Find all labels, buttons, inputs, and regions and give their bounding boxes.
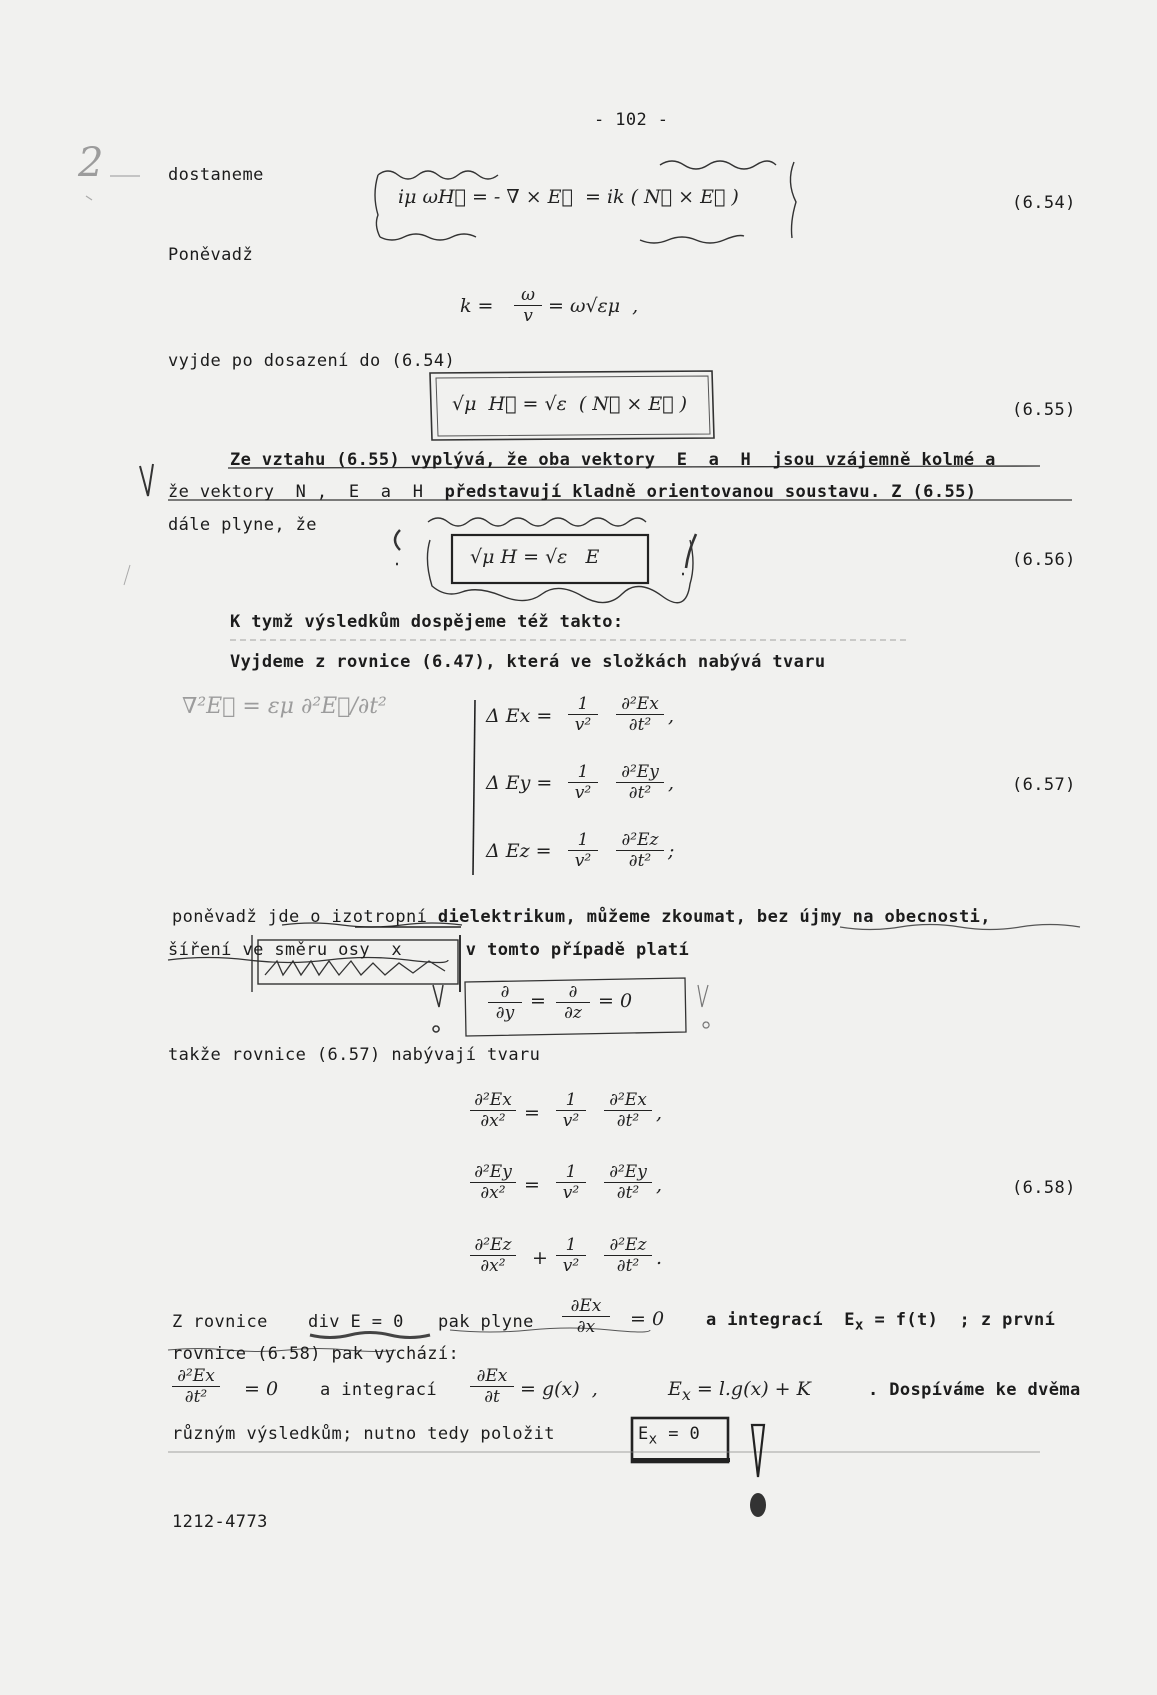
eq658-row1-coeff xyxy=(556,1090,586,1131)
denominator: v² xyxy=(574,783,592,803)
text-sireni-a: šíření xyxy=(168,940,232,960)
numerator: ∂ xyxy=(556,982,590,1003)
ex-subscript: x xyxy=(681,1384,691,1404)
final-subscript: x xyxy=(648,1431,658,1448)
text-ruznym: různým výsledkům; nutno tedy položit xyxy=(172,1424,555,1444)
numerator: ∂²Ey xyxy=(604,1162,652,1183)
last-ex xyxy=(668,1378,811,1404)
numerator: ∂²Ey xyxy=(470,1162,516,1183)
text-ze-vztahu xyxy=(230,450,996,470)
equation-number-6-55: (6.55) xyxy=(1012,400,1076,420)
denominator: ∂t² xyxy=(628,715,652,735)
text-part-a: poněvadž jde o xyxy=(172,907,321,927)
numerator: 1 xyxy=(556,1090,586,1111)
numerator: ∂²Ex xyxy=(470,1090,516,1111)
eq657-row1-coeff xyxy=(568,694,598,735)
comma: , xyxy=(316,482,328,502)
eq658-row2-rhs xyxy=(604,1162,652,1203)
equation-6-54: iμ ωH⃗ = - ∇ × E⃗ = ik ( N⃗ × E⃗ ) xyxy=(398,186,739,208)
denominator: ∂t xyxy=(484,1387,500,1407)
numerator: ∂²Ex xyxy=(604,1090,652,1111)
page-number: - 102 - xyxy=(594,110,669,130)
denominator: v² xyxy=(574,851,592,871)
numerator: ∂²Ez xyxy=(604,1235,652,1256)
eq658-row2-coeff xyxy=(556,1162,586,1203)
numerator: 1 xyxy=(568,694,598,715)
text-vyjdeme: Vyjdeme z rovnice (6.47), která ve složkách nabývá tvaru xyxy=(230,652,826,672)
eq657-row3-derivative xyxy=(616,830,664,871)
numerator: 1 xyxy=(556,1235,586,1256)
text-f-t: = f(t) ; z první xyxy=(874,1310,1056,1330)
text-dospivame: . Dospíváme ke dvěma xyxy=(868,1380,1081,1400)
numerator: ∂²Ez xyxy=(616,830,664,851)
text-ponevadz-izotropni xyxy=(172,907,991,927)
text-part-b: izotropní xyxy=(331,907,428,927)
denominator: ∂t² xyxy=(628,851,652,871)
numerator: 1 xyxy=(556,1162,586,1183)
numerator: ∂²Ez xyxy=(470,1235,516,1256)
footer-code: 1212-4773 xyxy=(172,1512,268,1532)
denominator: ∂y xyxy=(495,1003,515,1023)
eq658-row1-end: , xyxy=(656,1102,663,1124)
denominator: ∂t² xyxy=(616,1256,640,1276)
text-vyjde: vyjde po dosazení do (6.54) xyxy=(168,351,456,371)
last-equals-zero: = 0 xyxy=(244,1378,279,1400)
equation-number-6-57: (6.57) xyxy=(1012,775,1076,795)
denominator: ∂t² xyxy=(616,1111,640,1131)
equation-number-6-54: (6.54) xyxy=(1012,193,1076,213)
eq658-row3-coeff xyxy=(556,1235,586,1276)
text-takze: takže rovnice (6.57) nabývají tvaru xyxy=(168,1045,541,1065)
denominator: v² xyxy=(574,715,592,735)
final-rest: = 0 xyxy=(657,1424,701,1444)
vector-h-2: H xyxy=(412,482,424,502)
eq658-row2-end: , xyxy=(656,1174,663,1196)
text-z-rovnice: Z rovnice xyxy=(172,1312,268,1332)
numerator: 1 xyxy=(568,830,598,851)
vector-e: E xyxy=(676,450,688,470)
eq658-row2-lhs xyxy=(470,1162,516,1203)
k-fraction-numerator: ω xyxy=(514,285,542,306)
numerator: ∂²Ex xyxy=(616,694,664,715)
partials-rhs: = 0 xyxy=(598,990,633,1012)
denominator: v² xyxy=(562,1256,580,1276)
text-ze-vektory-rest: představují kladně orientovanou soustavu. Z (6.55) xyxy=(444,482,977,502)
last-fraction-2 xyxy=(470,1366,514,1407)
numerator: ∂Ex xyxy=(562,1296,610,1317)
last-g-x: = g(x) , xyxy=(520,1378,598,1400)
text-sireni-c: v tomto případě platí xyxy=(465,940,690,960)
k-definition-lhs: k = xyxy=(460,295,494,317)
final-e: E xyxy=(638,1424,649,1444)
denominator: v² xyxy=(562,1111,580,1131)
equation-6-56: √μ H = √ε E xyxy=(470,546,600,568)
denominator: ∂x² xyxy=(480,1183,506,1203)
k-fraction-denominator: v xyxy=(523,306,533,326)
eq657-row1-end: , xyxy=(668,705,675,727)
denominator: ∂t² xyxy=(184,1387,208,1407)
eq658-row3-lhs xyxy=(470,1235,516,1276)
denominator: ∂t² xyxy=(628,783,652,803)
eq657-row1-lhs: Δ Ex = xyxy=(486,705,553,727)
equation-number-6-58: (6.58) xyxy=(1012,1178,1076,1198)
conjunction-a: a xyxy=(708,450,720,470)
vector-e-2: E xyxy=(348,482,360,502)
text-rovnice-6-58: rovnice (6.58) pak vychází: xyxy=(172,1344,460,1364)
eq657-row2-derivative xyxy=(616,762,664,803)
denominator: ∂x² xyxy=(480,1256,506,1276)
conjunction-a-2: a xyxy=(380,482,392,502)
text-sireni xyxy=(168,940,689,960)
ex-letter: E xyxy=(668,1378,682,1400)
denominator: ∂z xyxy=(564,1003,582,1023)
eq658-row2-op: = xyxy=(524,1174,540,1196)
eq658-row3-op: + xyxy=(532,1247,548,1269)
equation-6-55: √μ H⃗ = √ε ( N⃗ × E⃗ ) xyxy=(452,393,688,415)
text-div-e: div E = 0 xyxy=(308,1312,404,1332)
vector-h: H xyxy=(740,450,752,470)
text-a-integraci xyxy=(706,1310,1055,1333)
text-ze-vektory-part: že vektory xyxy=(168,482,275,502)
eq657-row2-coeff xyxy=(568,762,598,803)
text-dostaneme: dostaneme xyxy=(168,165,264,185)
eq657-row3-coeff xyxy=(568,830,598,871)
text-integraci-ex: a integrací E xyxy=(706,1310,855,1330)
numerator: ∂²Ex xyxy=(172,1366,220,1387)
text-pak-plyne: pak plyne xyxy=(438,1312,534,1332)
partial-z xyxy=(556,982,590,1023)
eq658-row3-end: . xyxy=(656,1247,663,1269)
eq657-row3-end: ; xyxy=(668,840,675,862)
last-fraction-1 xyxy=(172,1366,220,1407)
eq658-row1-op: = xyxy=(524,1102,540,1124)
denominator: ∂t² xyxy=(616,1183,640,1203)
final-boxed-result xyxy=(638,1424,700,1447)
text-k-tymz: K tymž výsledkům dospějeme též takto: xyxy=(230,612,624,632)
text-sireni-b: ve směru osy x xyxy=(242,940,402,960)
denominator: v² xyxy=(562,1183,580,1203)
eq657-row3-lhs: Δ Ez = xyxy=(486,840,552,862)
div-equals-zero: = 0 xyxy=(630,1308,665,1330)
text-a-integraci-2: a integrací xyxy=(320,1380,437,1400)
eq658-row1-lhs xyxy=(470,1090,516,1131)
eq658-row1-rhs xyxy=(604,1090,652,1131)
equals-sign: = xyxy=(530,990,546,1012)
pencil-note: ∇²E⃗ = εμ ∂²E⃗/∂t² xyxy=(182,694,387,719)
text-dale: dále plyne, že xyxy=(168,515,317,535)
eq658-row3-rhs xyxy=(604,1235,652,1276)
text-ze-vektory xyxy=(168,482,976,502)
equation-number-6-56: (6.56) xyxy=(1012,550,1076,570)
div-fraction xyxy=(562,1296,610,1337)
denominator: ∂x² xyxy=(480,1111,506,1131)
vector-n: N xyxy=(295,482,307,502)
margin-mark: 2 xyxy=(78,140,104,186)
eq657-row2-lhs: Δ Ey = xyxy=(486,772,553,794)
text-part-c: dielektrikum, můžeme zkoumat, bez újmy na obecnosti, xyxy=(437,907,991,927)
k-definition-rhs: = ω√εμ , xyxy=(548,295,639,317)
numerator: ∂ xyxy=(488,982,522,1003)
numerator: ∂²Ey xyxy=(616,762,664,783)
numerator: ∂Ex xyxy=(470,1366,514,1387)
partial-y xyxy=(488,982,522,1023)
subscript-x: x xyxy=(854,1317,864,1334)
ex-expression: = l.g(x) + K xyxy=(696,1378,811,1400)
text-ze-vztahu-part: Ze vztahu (6.55) vyplývá, že oba vektory xyxy=(230,450,656,470)
eq657-row2-end: , xyxy=(668,772,675,794)
eq657-row1-derivative xyxy=(616,694,664,735)
k-definition-fraction xyxy=(514,285,542,326)
text-ze-vztahu-rest: jsou vzájemně kolmé a xyxy=(772,450,996,470)
denominator: ∂x xyxy=(576,1317,596,1337)
text-ponevadz: Poněvadž xyxy=(168,245,254,265)
numerator: 1 xyxy=(568,762,598,783)
